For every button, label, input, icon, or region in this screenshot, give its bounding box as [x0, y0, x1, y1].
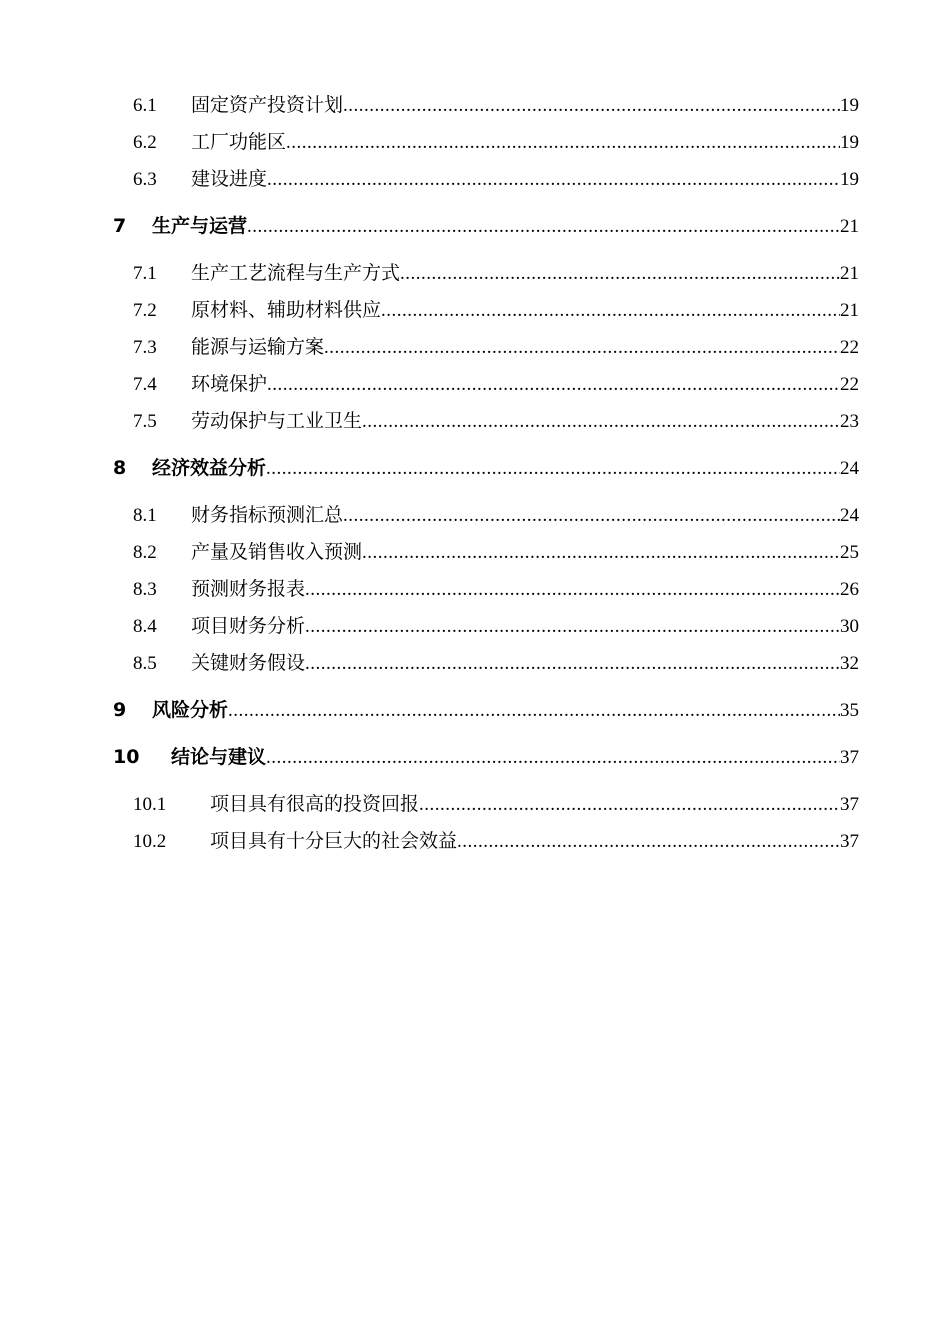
- toc-entry[interactable]: [133, 648, 859, 675]
- toc-entry[interactable]: [133, 90, 859, 117]
- toc-entry-title: 环境保护: [191, 373, 268, 395]
- toc-entry-title: 固定资产投资计划: [191, 94, 344, 116]
- toc-entry-page: 37: [840, 831, 859, 852]
- toc-dot-leader: [324, 337, 840, 359]
- toc-chapter-entry[interactable]: [113, 211, 859, 238]
- toc-entry-page: 23: [840, 411, 859, 432]
- toc-entry-page: 22: [840, 337, 859, 358]
- toc-entry-page: 22: [840, 374, 859, 395]
- toc-entry-number: 7.2: [133, 300, 157, 321]
- toc-dot-leader: [267, 374, 840, 396]
- toc-dot-leader: [419, 794, 840, 816]
- toc-dot-leader: [247, 216, 840, 238]
- toc-dot-leader: [400, 263, 840, 285]
- toc-entry-title: 财务指标预测汇总: [191, 504, 344, 526]
- toc-entry-number: 7.5: [133, 411, 157, 432]
- toc-entry[interactable]: [133, 127, 859, 154]
- toc-chapter-entry[interactable]: [113, 453, 859, 480]
- toc-entry-number: 7.3: [133, 337, 157, 358]
- toc-entry-number: 7.4: [133, 374, 157, 395]
- toc-dot-leader: [381, 300, 840, 322]
- toc-entry-title: 生产工艺流程与生产方式: [191, 262, 401, 284]
- toc-entry-number: 8.1: [133, 505, 157, 526]
- toc-entry-page: 32: [840, 653, 859, 674]
- toc-entry[interactable]: [133, 789, 859, 816]
- toc-entry-title: 产量及销售收入预测: [191, 541, 363, 563]
- toc-entry-title: 能源与运输方案: [191, 336, 325, 358]
- toc-dot-leader: [228, 700, 840, 722]
- toc-dot-leader: [305, 579, 840, 601]
- toc-entry-title: 原材料、辅助材料供应: [191, 299, 382, 321]
- toc-dot-leader: [305, 616, 840, 638]
- toc-entry-number: 10.2: [133, 831, 167, 852]
- toc-chapter-title: 经济效益分析: [152, 457, 267, 479]
- toc-entry-number: 8.5: [133, 653, 157, 674]
- toc-entry-page: 21: [840, 263, 859, 284]
- toc-chapter-number: 8: [113, 457, 127, 479]
- toc-entry-page: 21: [840, 300, 859, 321]
- toc-dot-leader: [343, 95, 840, 117]
- toc-entry-number: 8.3: [133, 579, 157, 600]
- toc-entry[interactable]: [133, 258, 859, 285]
- toc-entry[interactable]: [133, 826, 859, 853]
- toc-entry[interactable]: [133, 406, 859, 433]
- toc-chapter-number: 10: [113, 746, 140, 768]
- toc-entry-title: 预测财务报表: [191, 578, 306, 600]
- toc-entry-page: 24: [840, 505, 859, 526]
- toc-entry-page: 24: [840, 458, 859, 479]
- toc-entry-title: 建设进度: [191, 168, 268, 190]
- toc-dot-leader: [362, 542, 840, 564]
- toc-entry-page: 35: [840, 700, 859, 721]
- toc-entry-page: 19: [840, 95, 859, 116]
- toc-entry-number: 6.2: [133, 132, 157, 153]
- toc-entry-page: 19: [840, 132, 859, 153]
- toc-chapter-entry[interactable]: [113, 695, 859, 722]
- toc-entry-page: 37: [840, 747, 859, 768]
- toc-entry-number: 7.1: [133, 263, 157, 284]
- toc-entry-page: 21: [840, 216, 859, 237]
- toc-entry[interactable]: [133, 369, 859, 396]
- toc-entry-page: 30: [840, 616, 859, 637]
- toc-entry[interactable]: [133, 164, 859, 191]
- toc-entry-title: 工厂功能区: [191, 131, 287, 153]
- toc-entry[interactable]: [133, 537, 859, 564]
- toc-entry-page: 26: [840, 579, 859, 600]
- toc-entry[interactable]: [133, 611, 859, 638]
- toc-chapter-title: 结论与建议: [171, 746, 267, 768]
- toc-entry[interactable]: [133, 295, 859, 322]
- toc-dot-leader: [362, 411, 840, 433]
- toc-entry-number: 10.1: [133, 794, 167, 815]
- toc-entry-page: 19: [840, 169, 859, 190]
- toc-entry-number: 6.3: [133, 169, 157, 190]
- toc-dot-leader: [305, 653, 840, 675]
- toc-entry-title: 劳动保护与工业卫生: [191, 410, 363, 432]
- toc-entry-title: 项目具有十分巨大的社会效益: [210, 830, 458, 852]
- toc-dot-leader: [286, 132, 840, 154]
- toc-chapter-number: 7: [113, 215, 127, 237]
- toc-dot-leader: [343, 505, 840, 527]
- toc-entry-title: 关键财务假设: [191, 652, 306, 674]
- toc-entry-page: 37: [840, 794, 859, 815]
- toc-chapter-title: 风险分析: [152, 699, 229, 721]
- toc-entry-page: 25: [840, 542, 859, 563]
- toc-dot-leader: [266, 747, 840, 769]
- toc-entry[interactable]: [133, 332, 859, 359]
- toc-dot-leader: [457, 831, 840, 853]
- toc-dot-leader: [266, 458, 840, 480]
- toc-entry-title: 项目具有很高的投资回报: [210, 793, 420, 815]
- toc-entry-number: 8.2: [133, 542, 157, 563]
- toc-entry-number: 6.1: [133, 95, 157, 116]
- toc-entry-number: 8.4: [133, 616, 157, 637]
- toc-entry[interactable]: [133, 500, 859, 527]
- toc-dot-leader: [267, 169, 840, 191]
- toc-entry-title: 项目财务分析: [191, 615, 306, 637]
- toc-chapter-title: 生产与运营: [152, 215, 248, 237]
- toc-chapter-entry[interactable]: [113, 742, 859, 769]
- toc-chapter-number: 9: [113, 699, 127, 721]
- toc-entry[interactable]: [133, 574, 859, 601]
